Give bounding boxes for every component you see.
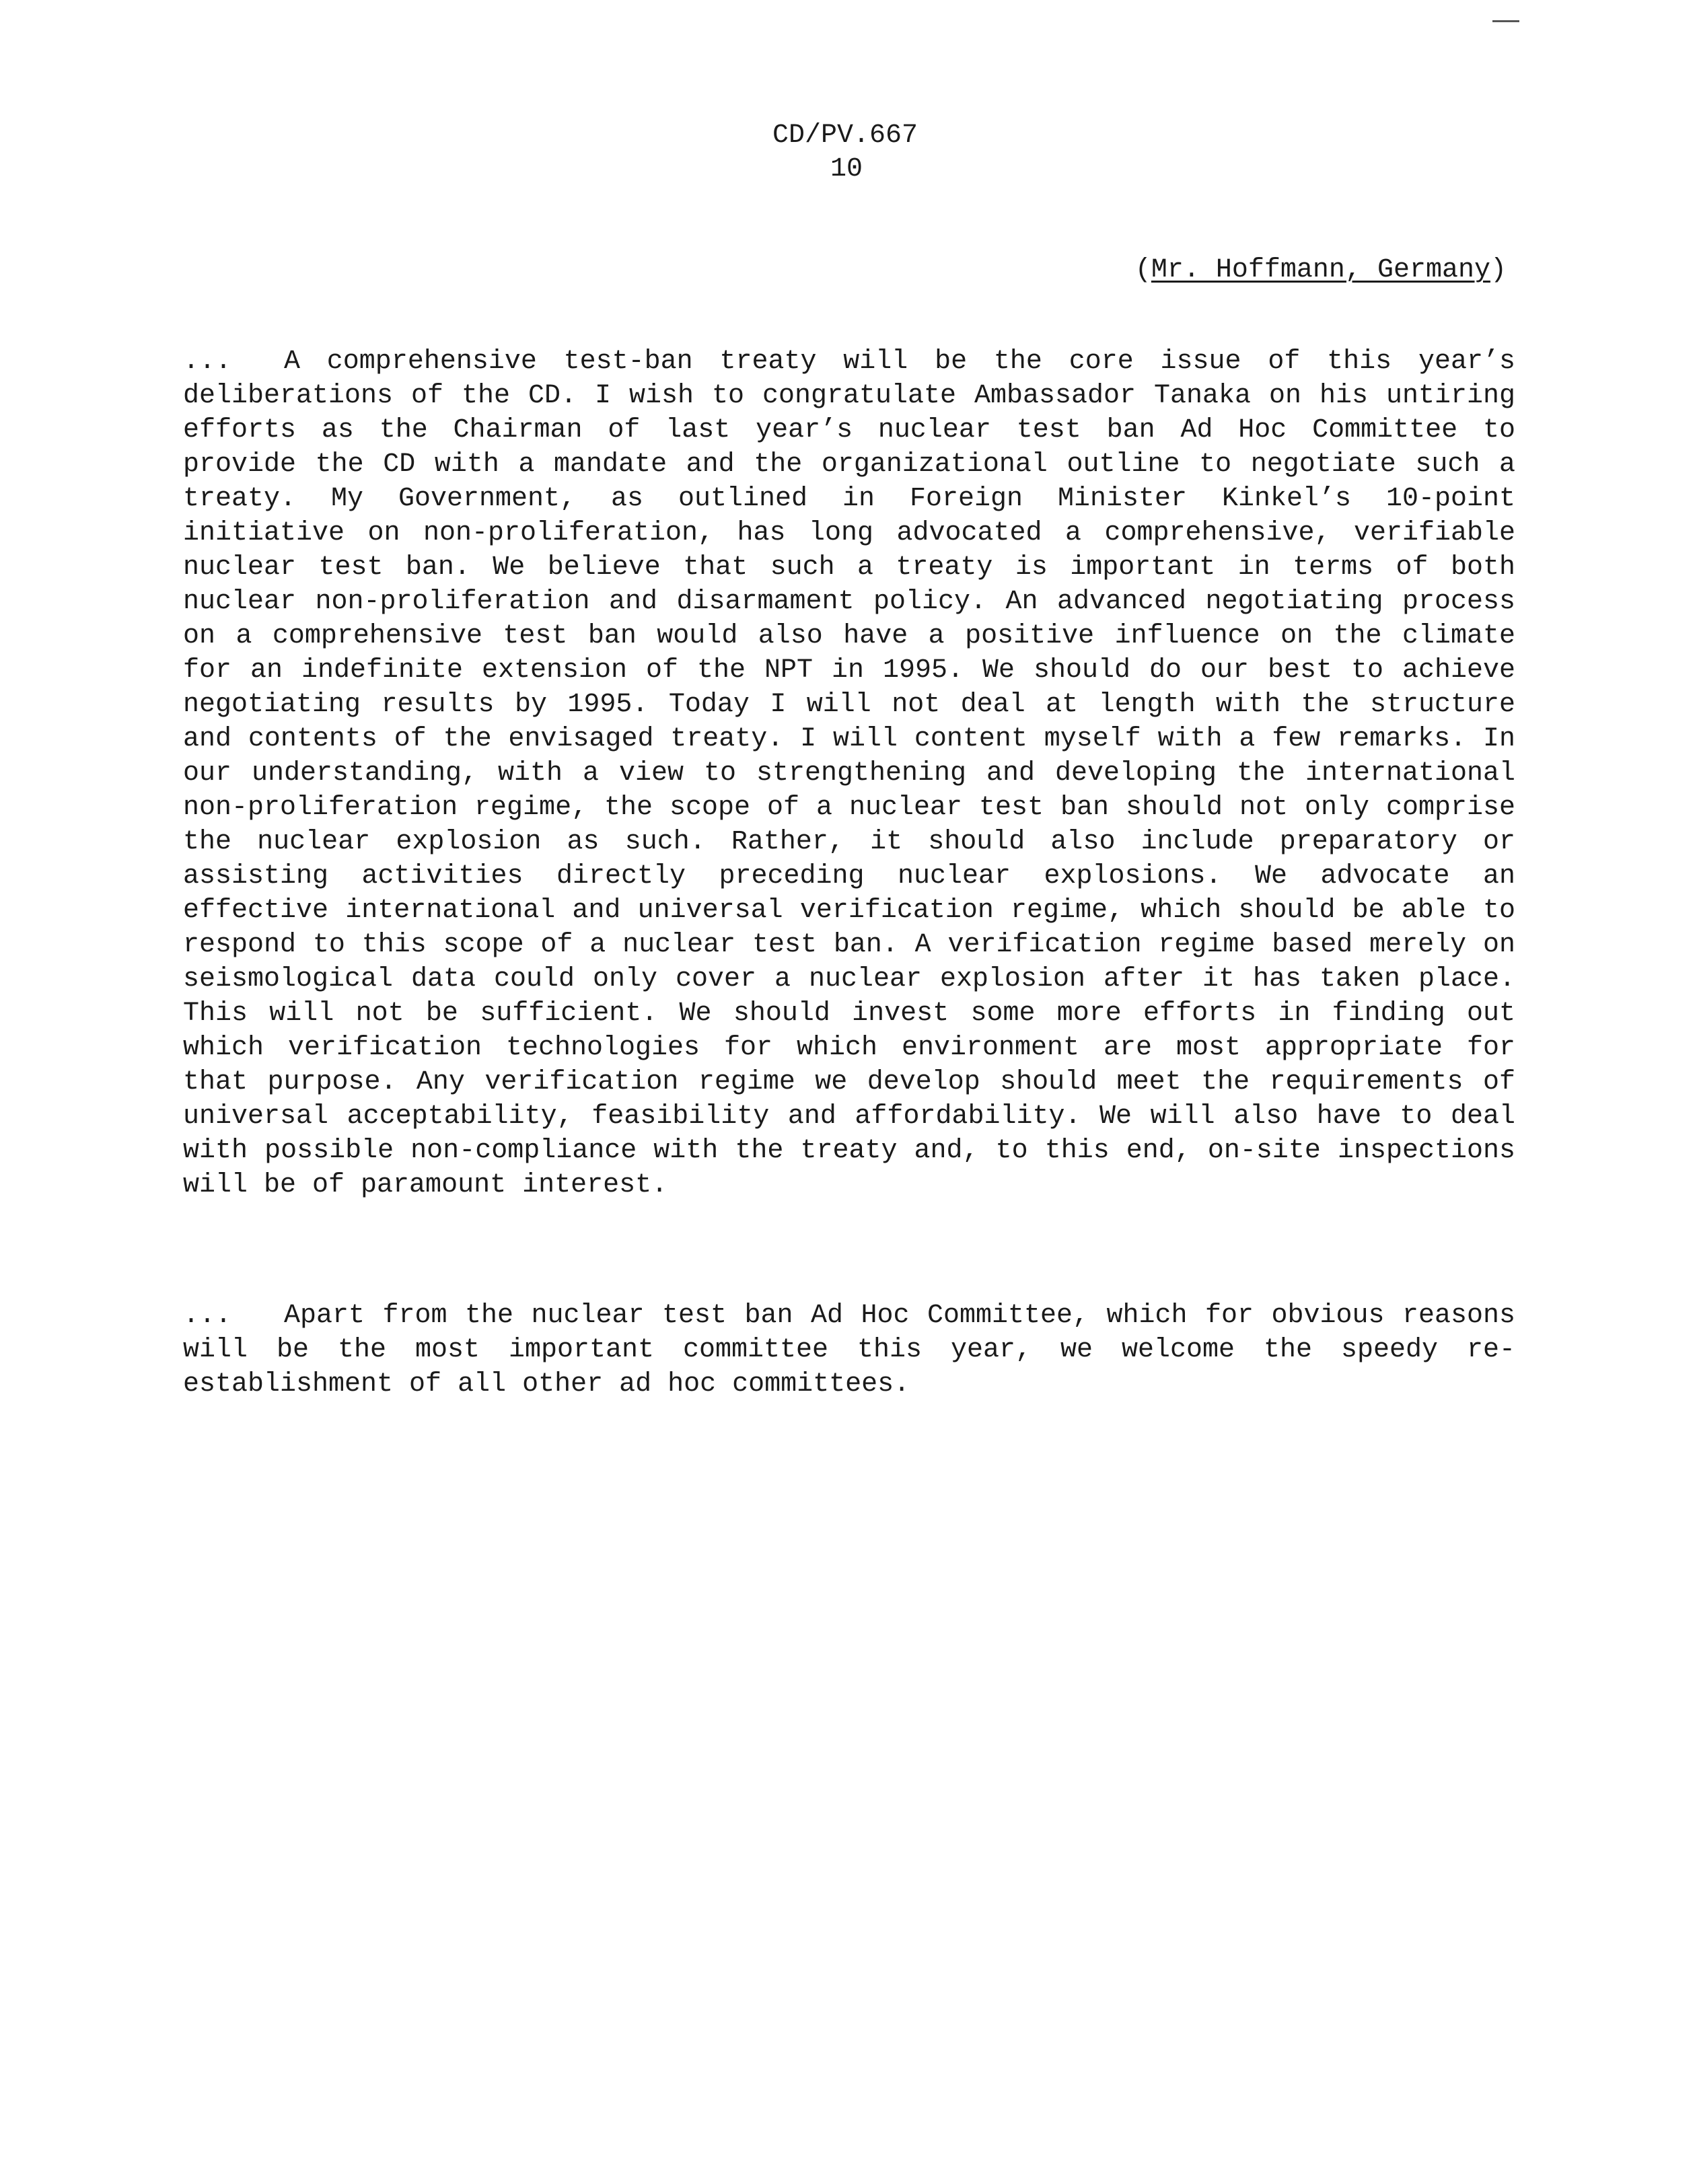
corner-scan-mark	[1492, 20, 1519, 22]
paragraph-ellipsis: ...	[183, 1301, 232, 1331]
paragraph-ellipsis: ...	[183, 347, 232, 377]
speaker-name: Mr. Hoffmann, Germany	[1151, 255, 1490, 285]
speaker-close-paren: )	[1490, 255, 1507, 285]
speaker-open-paren: (	[1134, 255, 1151, 285]
speaker-attribution	[1135, 254, 1507, 287]
paragraph-2	[183, 1299, 1515, 1402]
paragraph-text: Apart from the nuclear test ban Ad Hoc Committee, which for obvious reasons will be the most important committee this year, we welcome the speedy re-establishment of all other ad hoc committees.	[183, 1301, 1515, 1399]
document-symbol: CD/PV.667	[772, 120, 918, 151]
page-number: 10	[830, 154, 863, 184]
paragraph-text: A comprehensive test-ban treaty will be the core issue of this year’s deliberations of the CD. I wish to congratulate Ambassador Tanaka on his untiring efforts as the Chairman of last year’s nuclear test ban Ad Hoc Committee to provide the CD with a mandate and the organizational outline to negotiate such a treaty. My Government, as outlined in Foreign Minister Kinkel’s 10-point initiative on non-proliferation, has long advocated a comprehensive, verifiable nuclear test ban. We believe that such a treaty is important in terms of both nuclear non-proliferation and disarmament policy. An advanced negotiating process on a comprehensive test ban would also have a positive influence on the climate for an indefinite extension of the NPT in 1995. We should do our best to achieve negotiating results by 1995. Today I will not deal at length with the structure and contents of the envisaged treaty. I will content myself with a few remarks. In our understanding, with a view to strengthening and developing the international non-proliferation regime, the scope of a nuclear test ban should not only comprise the nuclear explosion as such. Rather, it should also include preparatory or assisting activities directly preceding nuclear explosions. We advocate an effective international and universal verification regime, which should be able to respond to this scope of a nuclear test ban. A verification regime based merely on seismological data could only cover a nuclear explosion after it has taken place. This will not be sufficient. We should invest some more efforts in finding out which verification technologies for which environment are most appropriate for that purpose. Any verification regime we develop should meet the requirements of universal acceptability, feasibility and affordability. We will also have to deal with possible non-compliance with the treaty and, to this end, on-site inspections will be of paramount interest.	[183, 347, 1515, 1200]
paragraph-1	[183, 344, 1515, 1202]
